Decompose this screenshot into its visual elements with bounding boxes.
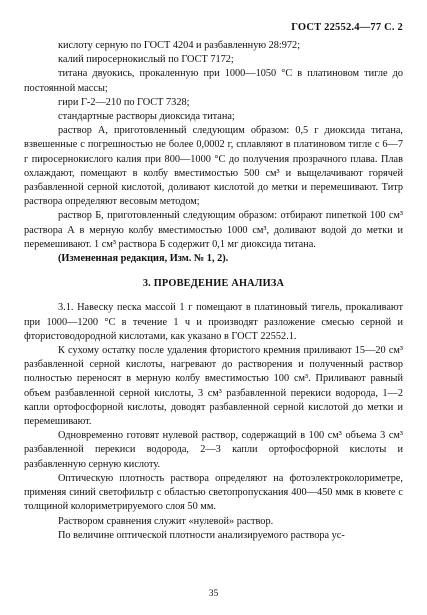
reagent-standard-solutions: стандартные растворы диоксида титана;	[58, 111, 235, 123]
paragraph-3-1: 3.1. Навеску песка массой 1 г помещают в платиновый тигель, прокаливают при 1000—1200 °С в течение 1 ч и производят разложение смесью серной и фтористоводородной кислотами, как указано в ГОСТ 22552.1.	[24, 302, 403, 342]
paragraph-optical-density: Оптическую плотность раствора определяют на фотоэлектроколориметре, применяя синий светофильтр с областью светопропускания 400—450 ммк в кювете с толщиной колориметрируемого слоя 50 мм.	[24, 472, 403, 513]
solution-b-paragraph: раствор Б, приготовленный следующим образом: отбирают пипеткой 100 см³ раствора А в мерную колбу вместимостью 1000 см³, доливают водой до метки и перемешивают. 1 см³ раствора Б содержит 0,1 мг диоксида титана.	[24, 210, 403, 250]
paragraph-continuation: По величине оптической плотности анализируемого раствора ус-	[58, 529, 345, 541]
document-body	[24, 39, 403, 543]
paragraph-residue: К сухому остатку после удаления фтористого кремния приливают 15—20 см³ разбавленной серной кислоты, нагревают до растворения и полученный раствор полностью переносят в мерную колбу вместимостью 100 см³. Приливают равный объем разбавленной серной кислоты, 3 см³ разбавленной перекиси водорода, 1—2 капли ортофосфорной кислоты, доводят разбавленной серной кислотой до метки и перемешивают.	[24, 345, 403, 428]
standard-header: ГОСТ 22552.4—77 С. 2	[291, 22, 403, 33]
paragraph-reference-solution: Раствором сравнения служит «нулевой» раствор.	[58, 515, 274, 527]
paragraph-zero-solution: Одновременно готовят нулевой раствор, содержащий в 100 см³ объема 3 см³ разбавленной перекиси водорода, 2—3 капли ортофосфорной кислоты и разбавленную серную кислоту.	[24, 430, 403, 470]
page-number: 35	[208, 589, 219, 599]
reagent-weights: гири Г-2—210 по ГОСТ 7328;	[58, 96, 190, 108]
reagent-titanium-dioxide: титана двуокись, прокаленную при 1000—1050 °С в платиновом тигле до постоянной массы;	[24, 68, 403, 94]
reagent-sulfuric-acid: кислоту серную по ГОСТ 4204 и разбавленную 28:972;	[58, 40, 301, 51]
amendment-note: (Измененная редакция, Изм. № 1, 2).	[58, 253, 229, 265]
reagent-potassium-pyrosulfate: калий пиросернокислый по ГОСТ 7172;	[58, 54, 234, 66]
section-heading: 3. ПРОВЕДЕНИЕ АНАЛИЗА	[142, 278, 285, 290]
solution-a-paragraph: раствор А, приготовленный следующим образом: 0,5 г диоксида титана, взвешенные с погрешностью не более 0,0002 г, сплавляют в платиновом тигле с 6—7 г пиросернокислого калия при 800—1000 °С до получения прозрачного плава. Плав охлаждают, помещают в колбу вместимостью 500 см³ и выщелачивают горячей разбавленной серной кислотой, доливают кислотой до метки и перемешивают. Титр раствора определяют весовым методом;	[24, 125, 403, 208]
